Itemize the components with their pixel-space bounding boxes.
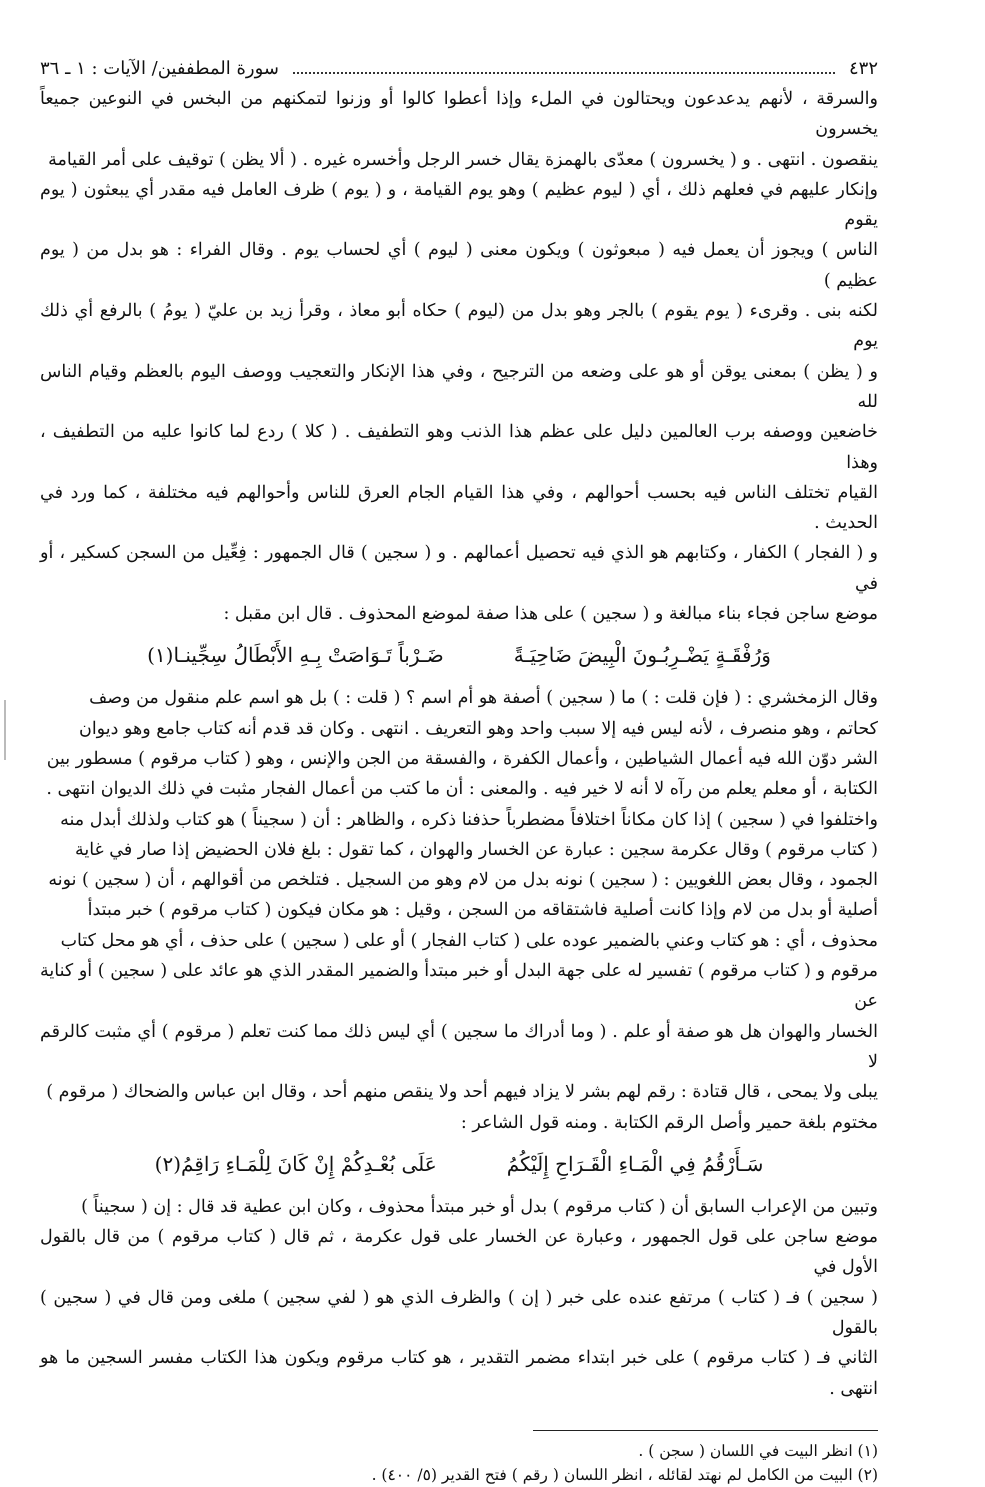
paragraph-3 xyxy=(40,1192,878,1404)
text-line: وإنكار عليهم في فعلهم ذلك ، أي ( ليوم عظيم ) وهو يوم القيامة ، و ( يوم ) ظرف العامل فيه مقدر أي يبعثون ( يوم يقوم xyxy=(40,179,878,231)
text-line: الثاني فـ ( كتاب مرقوم ) على خبر ابتداء مضمر التقدير ، هو كتاب مرقوم ويكون هذا الكتاب مفسر السجين ما هو انتهى . xyxy=(40,1348,878,1399)
paragraph-1 xyxy=(40,84,878,629)
text-line: وقال الزمخشري : ( فإن قلت : ) ما ( سجين ) أصفة هو أم اسم ؟ ( قلت : ) بل هو اسم علم منقول من وصف xyxy=(89,688,878,709)
text-line: ( كتاب مرقوم ) وقال عكرمة سجين : عبارة عن الخسار والهوان ، كما تقول : بلغ فلان الحضيض إذا صار في غاية xyxy=(74,839,878,860)
text-line: و ( الفجار ) الكفار ، وكتابهم هو الذي فيه تحصيل أعمالهم . و ( سجين ) قال الجمهور : فِعِّيل من السجن كسكير ، أو في xyxy=(40,543,878,594)
text-line: الناس ) ويجوز أن يعمل فيه ( مبعوثون ) ويكون معنى ( ليوم ) أي لحساب يوم . وقال الفراء : هو بدل من ( يوم عظيم ) xyxy=(40,240,878,291)
text-line: و ( يظن ) بمعنى يوقن أو هو على وضعه من الترجيح ، وفي هذا الإنكار والتعجيب ووصف اليوم بالعظم وقيام الناس لله xyxy=(40,361,878,412)
text-line: الكتابة ، أو معلم يعلم من رآه لا أنه لا خير فيه . والمعنى : أن ما كتب من أعمال الفجار مثبت في ذلك الديوان انتهى . xyxy=(46,779,878,800)
paragraph-2 xyxy=(40,683,878,1137)
text-line: موضع ساجن على قول الجمهور ، وعبارة عن الخسار على قول عكرمة ، ثم قال ( كتاب مرقوم ) من قال بالقول الأول في xyxy=(40,1227,878,1278)
verse-hemistich-right: وَرُفْقَـةٍ يَضْـرِبُـونَ الْبِيضَ ضَاحِيَـةً xyxy=(513,643,771,668)
text-line: الشر دوّن الله فيه أعمال الشياطين ، وأعمال الكفرة ، والفسقة من الجن والإنس ، وهو ( كتاب مرقوم ) مسطور بين xyxy=(46,748,878,769)
poetry-verse-1 xyxy=(40,633,878,677)
text-line: خاضعين ووصفه برب العالمين دليل على عظم هذا الذنب وهو التطفيف . ( كلا ) ردع لما كانوا عليه من التطفيف ، وهذا xyxy=(40,422,878,473)
text-line: موضع ساجن فجاء بناء مبالغة و ( سجين ) على هذا صفة لموضع المحذوف . قال ابن مقبل : xyxy=(223,604,878,625)
text-line: مختوم بلغة حمير وأصل الرقم الكتابة . ومنه قول الشاعر : xyxy=(460,1112,878,1133)
text-line: الجمود ، وقال بعض اللغويين : ( سجين ) نونه بدل من لام وهو من السجيل . فتلخص من أقوالهم ، أن ( سجين ) نونه xyxy=(48,870,878,891)
footnote-2: (٢) البيت من الكامل لم نهتد لقائله ، انظر اللسان ( رقم ) فتح القدير (٥/ ٤٠٠) . xyxy=(371,1465,878,1484)
text-line: محذوف ، أي : هو كتاب وعني بالضمير عوده على ( كتاب الفجار ) أو على ( سجين ) على حذف ، أي هو محل كتاب xyxy=(60,930,878,951)
text-line: القيام تختلف الناس فيه بحسب أحوالهم ، وفي هذا القيام الجام العرق للناس وأحوالهم فيه مختلفة ، كما ورد في الحديث . xyxy=(40,482,878,534)
footnotes xyxy=(40,1439,878,1487)
text-line: أصلية أو بدل من لام وإذا كانت أصلية فاشتقاقه من السجن ، وقيل : هو مكان فيكون ( كتاب مرقوم ) خبر مبتدأ xyxy=(87,900,878,921)
text-line: ينقصون . انتهى . و ( يخسرون ) معدّى بالهمزة يقال خسر الرجل وأخسره غيره . ( ألا يظن ) توقيف على أمر القيامة xyxy=(48,149,878,170)
text-line: واختلفوا في ( سجين ) إذا كان مكاناً اختلافاً مضطرباً حذفنا ذكره ، والظاهر : أن ( سجيناً ) هو كتاب ولذلك أبدل منه xyxy=(60,809,878,830)
verse-hemistich-left: ضَـرْباً تَـوَاصَتْ بِـهِ الأَبْطَالُ سِجِّينـا(١) xyxy=(147,643,444,668)
text-line: يبلى ولا يمحى ، قال قتادة : رقم لهم بشر لا يزاد فيهم أحد ولا ينقص منهم أحد ، وقال ابن عباس والضحاك ( مرقوم ) xyxy=(46,1082,878,1103)
page-edge-mark xyxy=(4,700,6,760)
page-number: ٤٣٢ xyxy=(848,58,878,79)
footnote-separator xyxy=(533,1430,878,1431)
page-header xyxy=(40,58,878,84)
body-text xyxy=(40,84,878,1404)
document-page xyxy=(40,58,878,1487)
poetry-verse-2 xyxy=(40,1142,878,1186)
verse-hemistich-left: عَلَى بُعْـدِكُمْ إِنْ كَانَ لِلْمَـاءِ رَاقِمُ(٢) xyxy=(154,1151,437,1176)
text-line: والسرقة ، لأنهم يدعدعون ويحتالون في الملء وإذا أعطوا كالوا أو وزنوا لتمكنهم من البخس في النوعين جميعاً يخسرون xyxy=(40,89,878,140)
running-title: سورة المطففين/ الآيات : ١ ـ ٣٦ xyxy=(40,58,279,79)
text-line: مرقوم و ( كتاب مرقوم ) تفسير له على جهة البدل أو خبر مبتدأ والضمير المقدر الذي هو عائد على ( سجين ) أو كناية عن xyxy=(40,961,878,1012)
text-line: الخسار والهوان هل هو صفة أو علم . ( وما أدراك ما سجين ) أي ليس ذلك مما كنت تعلم ( مرقوم ) أي مثبت كالرقم لا xyxy=(40,1021,878,1072)
footnote-1: (١) انظر البيت في اللسان ( سجن ) . xyxy=(638,1441,878,1460)
text-line: كحاتم ، وهو منصرف ، لأنه ليس فيه إلا سبب واحد وهو التعريف . انتهى . وكان قد قدم أنه كتاب جامع وهو ديوان xyxy=(78,718,878,739)
verse-hemistich-right: سَـأَرْقُمُ فِي الْمَـاءِ الْقَـرَاحِ إِلَيْكُمُ xyxy=(506,1151,764,1176)
text-line: لكنه بنى . وقرىء ( يوم يقوم ) بالجر وهو بدل من (ليوم ) حكاه أبو معاذ ، وقرأ زيد بن عليّ ( يومُ ) بالرفع أي ذلك يوم xyxy=(40,301,878,352)
header-dot-leader xyxy=(293,72,835,74)
text-line: وتبين من الإعراب السابق أن ( كتاب مرقوم ) بدل أو خبر مبتدأ محذوف ، وكان ابن عطية قد قال : إن ( سجيناً ) xyxy=(81,1196,878,1217)
text-line: ( سجين ) فـ ( كتاب ) مرتفع عنده على خبر ( إن ) والظرف الذي هو ( لفي سجين ) ملغى ومن قال في ( سجين ) بالقول xyxy=(40,1287,878,1338)
